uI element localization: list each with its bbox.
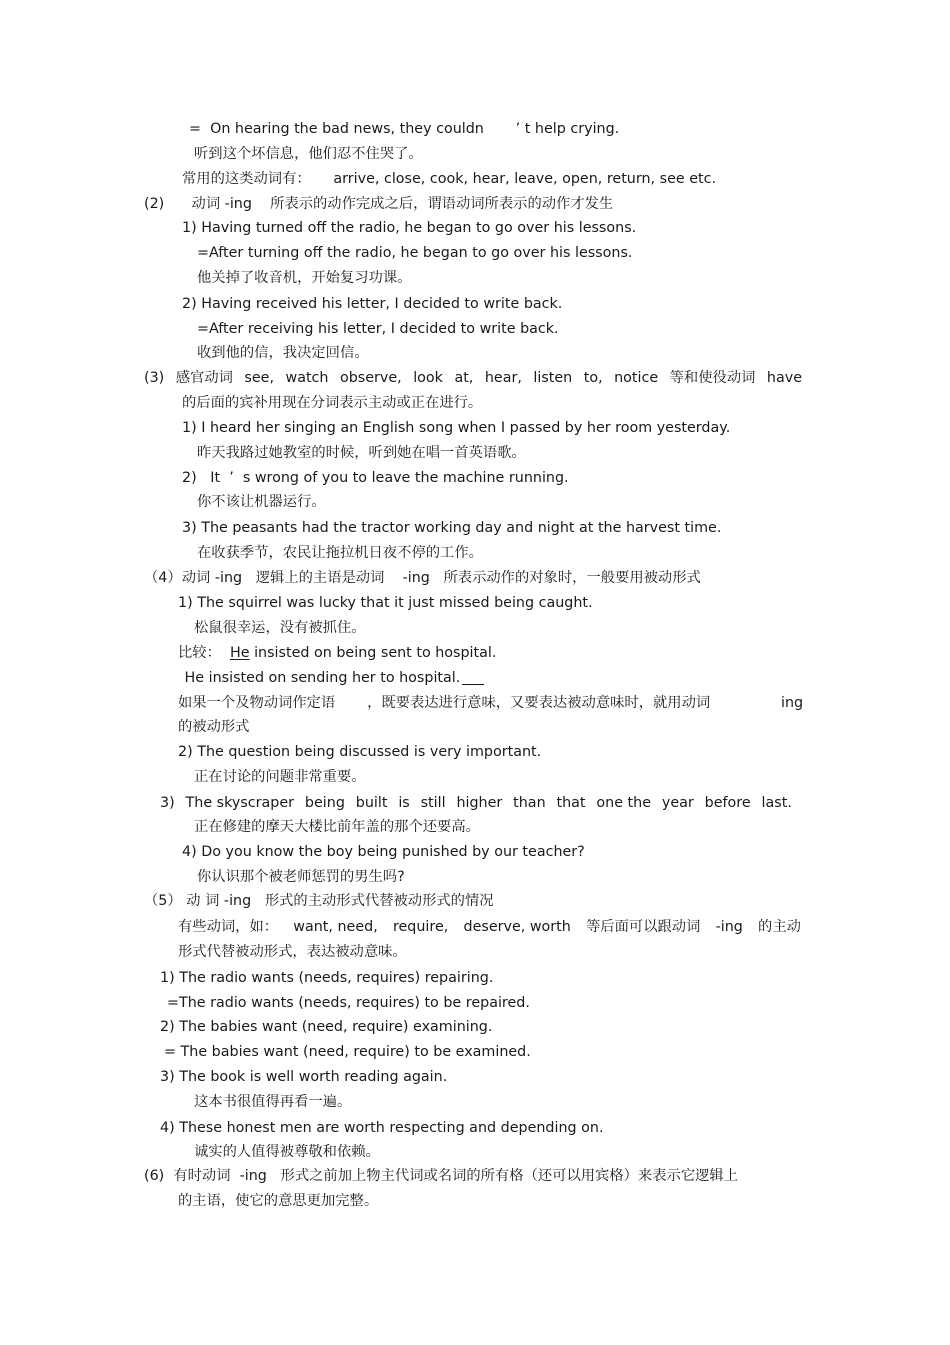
word: 等和使役动词 (669, 370, 756, 386)
word: that (556, 795, 586, 811)
word: The skyscraper (185, 795, 295, 811)
word: to, (583, 370, 603, 386)
word: being (304, 795, 345, 811)
word: 感官动词 (175, 370, 233, 386)
text-line: =The radio wants (needs, requires) to be repaired. (167, 995, 530, 1011)
text-line: 3) The peasants had the tractor working day and night at the harvest time. (182, 520, 722, 536)
text-fragment: ing (781, 695, 804, 711)
text-line: 常用的这类动词有： arrive, close, cook, hear, leave, open, return, see etc. (182, 171, 717, 187)
text-line: 1) I heard her singing an English song when I passed by her room yesterday. (182, 420, 731, 436)
word: before (704, 795, 751, 811)
text-line: 的被动形式 (178, 719, 250, 735)
text-line: = The babies want (need, require) to be examined. (164, 1044, 531, 1060)
word: 的主动 (758, 919, 801, 935)
word: see, (244, 370, 275, 386)
text-line: 形式代替被动形式，表达被动意味。 (178, 944, 407, 960)
text-line: 4) These honest men are worth respecting and depending on. (160, 1120, 604, 1136)
word: built (355, 795, 388, 811)
text-line: 这本书很值得再看一遍。 (194, 1094, 352, 1110)
word: higher (456, 795, 503, 811)
text-line: = On hearing the bad news, they couldn ’ t help crying. (189, 121, 620, 137)
section-heading: （5） 动 词 -ing 形式的主动形式代替被动形式的情况 (144, 893, 494, 909)
word: 有些动词，如： (178, 919, 279, 935)
word: 3) (160, 795, 175, 811)
word: still (420, 795, 446, 811)
text-line: 2) Having received his letter, I decided to write back. (182, 296, 563, 312)
text-line: 如果一个及物动词作定语 ，既要表达进行意味，又要表达被动意味时，就用动词 (178, 695, 711, 711)
word: 等后面可以跟动词 (586, 919, 701, 935)
text-line: 他关掉了收音机，开始复习功课。 (197, 270, 412, 286)
word: -ing (715, 919, 743, 935)
text-fragment: insisted on being sent to hospital. (249, 645, 497, 661)
text-line (160, 793, 792, 813)
text-line: =After receiving his letter, I decided to write back. (197, 321, 559, 337)
word: notice (614, 370, 659, 386)
word: look (413, 370, 443, 386)
section-heading (144, 368, 802, 388)
text-line: 你认识那个被老师惩罚的男生吗? (197, 869, 405, 885)
text-line: 正在修建的摩天大楼比前年盖的那个还要高。 (194, 819, 480, 835)
word: than (513, 795, 546, 811)
text-line: 听到这个坏信息，他们忍不住哭了。 (194, 146, 423, 162)
underline-mark (462, 684, 484, 685)
text-line: 1) Having turned off the radio, he began to go over his lessons. (182, 220, 637, 236)
text-line: =After turning off the radio, he began to go over his lessons. (197, 245, 633, 261)
text-fragment: He insisted on sending her to hospital. (180, 670, 461, 686)
word: (3) (144, 370, 165, 386)
underlined-word: He (229, 645, 250, 661)
text-line: 你不该让机器运行。 (197, 494, 326, 510)
text-line: 诚实的人值得被尊敬和依赖。 (194, 1144, 380, 1160)
text-line: 的主语，使它的意思更加完整。 (178, 1193, 379, 1209)
word: observe, (339, 370, 402, 386)
word: last. (761, 795, 792, 811)
text-line: 的后面的宾补用现在分词表示主动或正在进行。 (182, 395, 483, 411)
word: listen (533, 370, 573, 386)
text-line (178, 917, 801, 937)
word: watch (285, 370, 329, 386)
text-line: 在收获季节，农民让拖拉机日夜不停的工作。 (197, 545, 483, 561)
section-heading: (2) 动词 -ing 所表示的动作完成之后，谓语动词所表示的动作才发生 (144, 196, 614, 212)
word: deserve, worth (463, 919, 571, 935)
word: require, (392, 919, 449, 935)
text-line: 2) The babies want (need, require) examining. (160, 1019, 493, 1035)
section-heading: （4）动词 -ing 逻辑上的主语是动词 -ing 所表示动作的对象时，一般要用被动形式 (144, 570, 701, 586)
text-line: 2) The question being discussed is very important. (178, 744, 542, 760)
text-line: 1) The radio wants (needs, requires) repairing. (160, 970, 494, 986)
word: hear, (484, 370, 522, 386)
text-line: 正在讨论的问题非常重要。 (194, 769, 366, 785)
text-line: 收到他的信，我决定回信。 (197, 345, 369, 361)
text-line: 昨天我路过她教室的时候，听到她在唱一首英语歌。 (197, 445, 526, 461)
word: have (766, 370, 802, 386)
text-line (180, 668, 484, 688)
word: want, need, (293, 919, 378, 935)
word: is (398, 795, 410, 811)
text-line: 2) It ’ s wrong of you to leave the machine running. (182, 470, 569, 486)
word: one the (596, 795, 652, 811)
text-line (178, 643, 496, 663)
text-line: 松鼠很幸运，没有被抓住。 (194, 620, 366, 636)
word: year (661, 795, 694, 811)
text-line: 4) Do you know the boy being punished by our teacher? (182, 844, 585, 860)
text-line: 3) The book is well worth reading again. (160, 1069, 448, 1085)
compare-label: 比较： (178, 645, 230, 661)
word: at, (454, 370, 474, 386)
text-line: 1) The squirrel was lucky that it just missed being caught. (178, 595, 593, 611)
section-heading: (6) 有时动词 -ing 形式之前加上物主代词或名词的所有格（还可以用宾格）来表示它逻辑上 (144, 1168, 739, 1184)
